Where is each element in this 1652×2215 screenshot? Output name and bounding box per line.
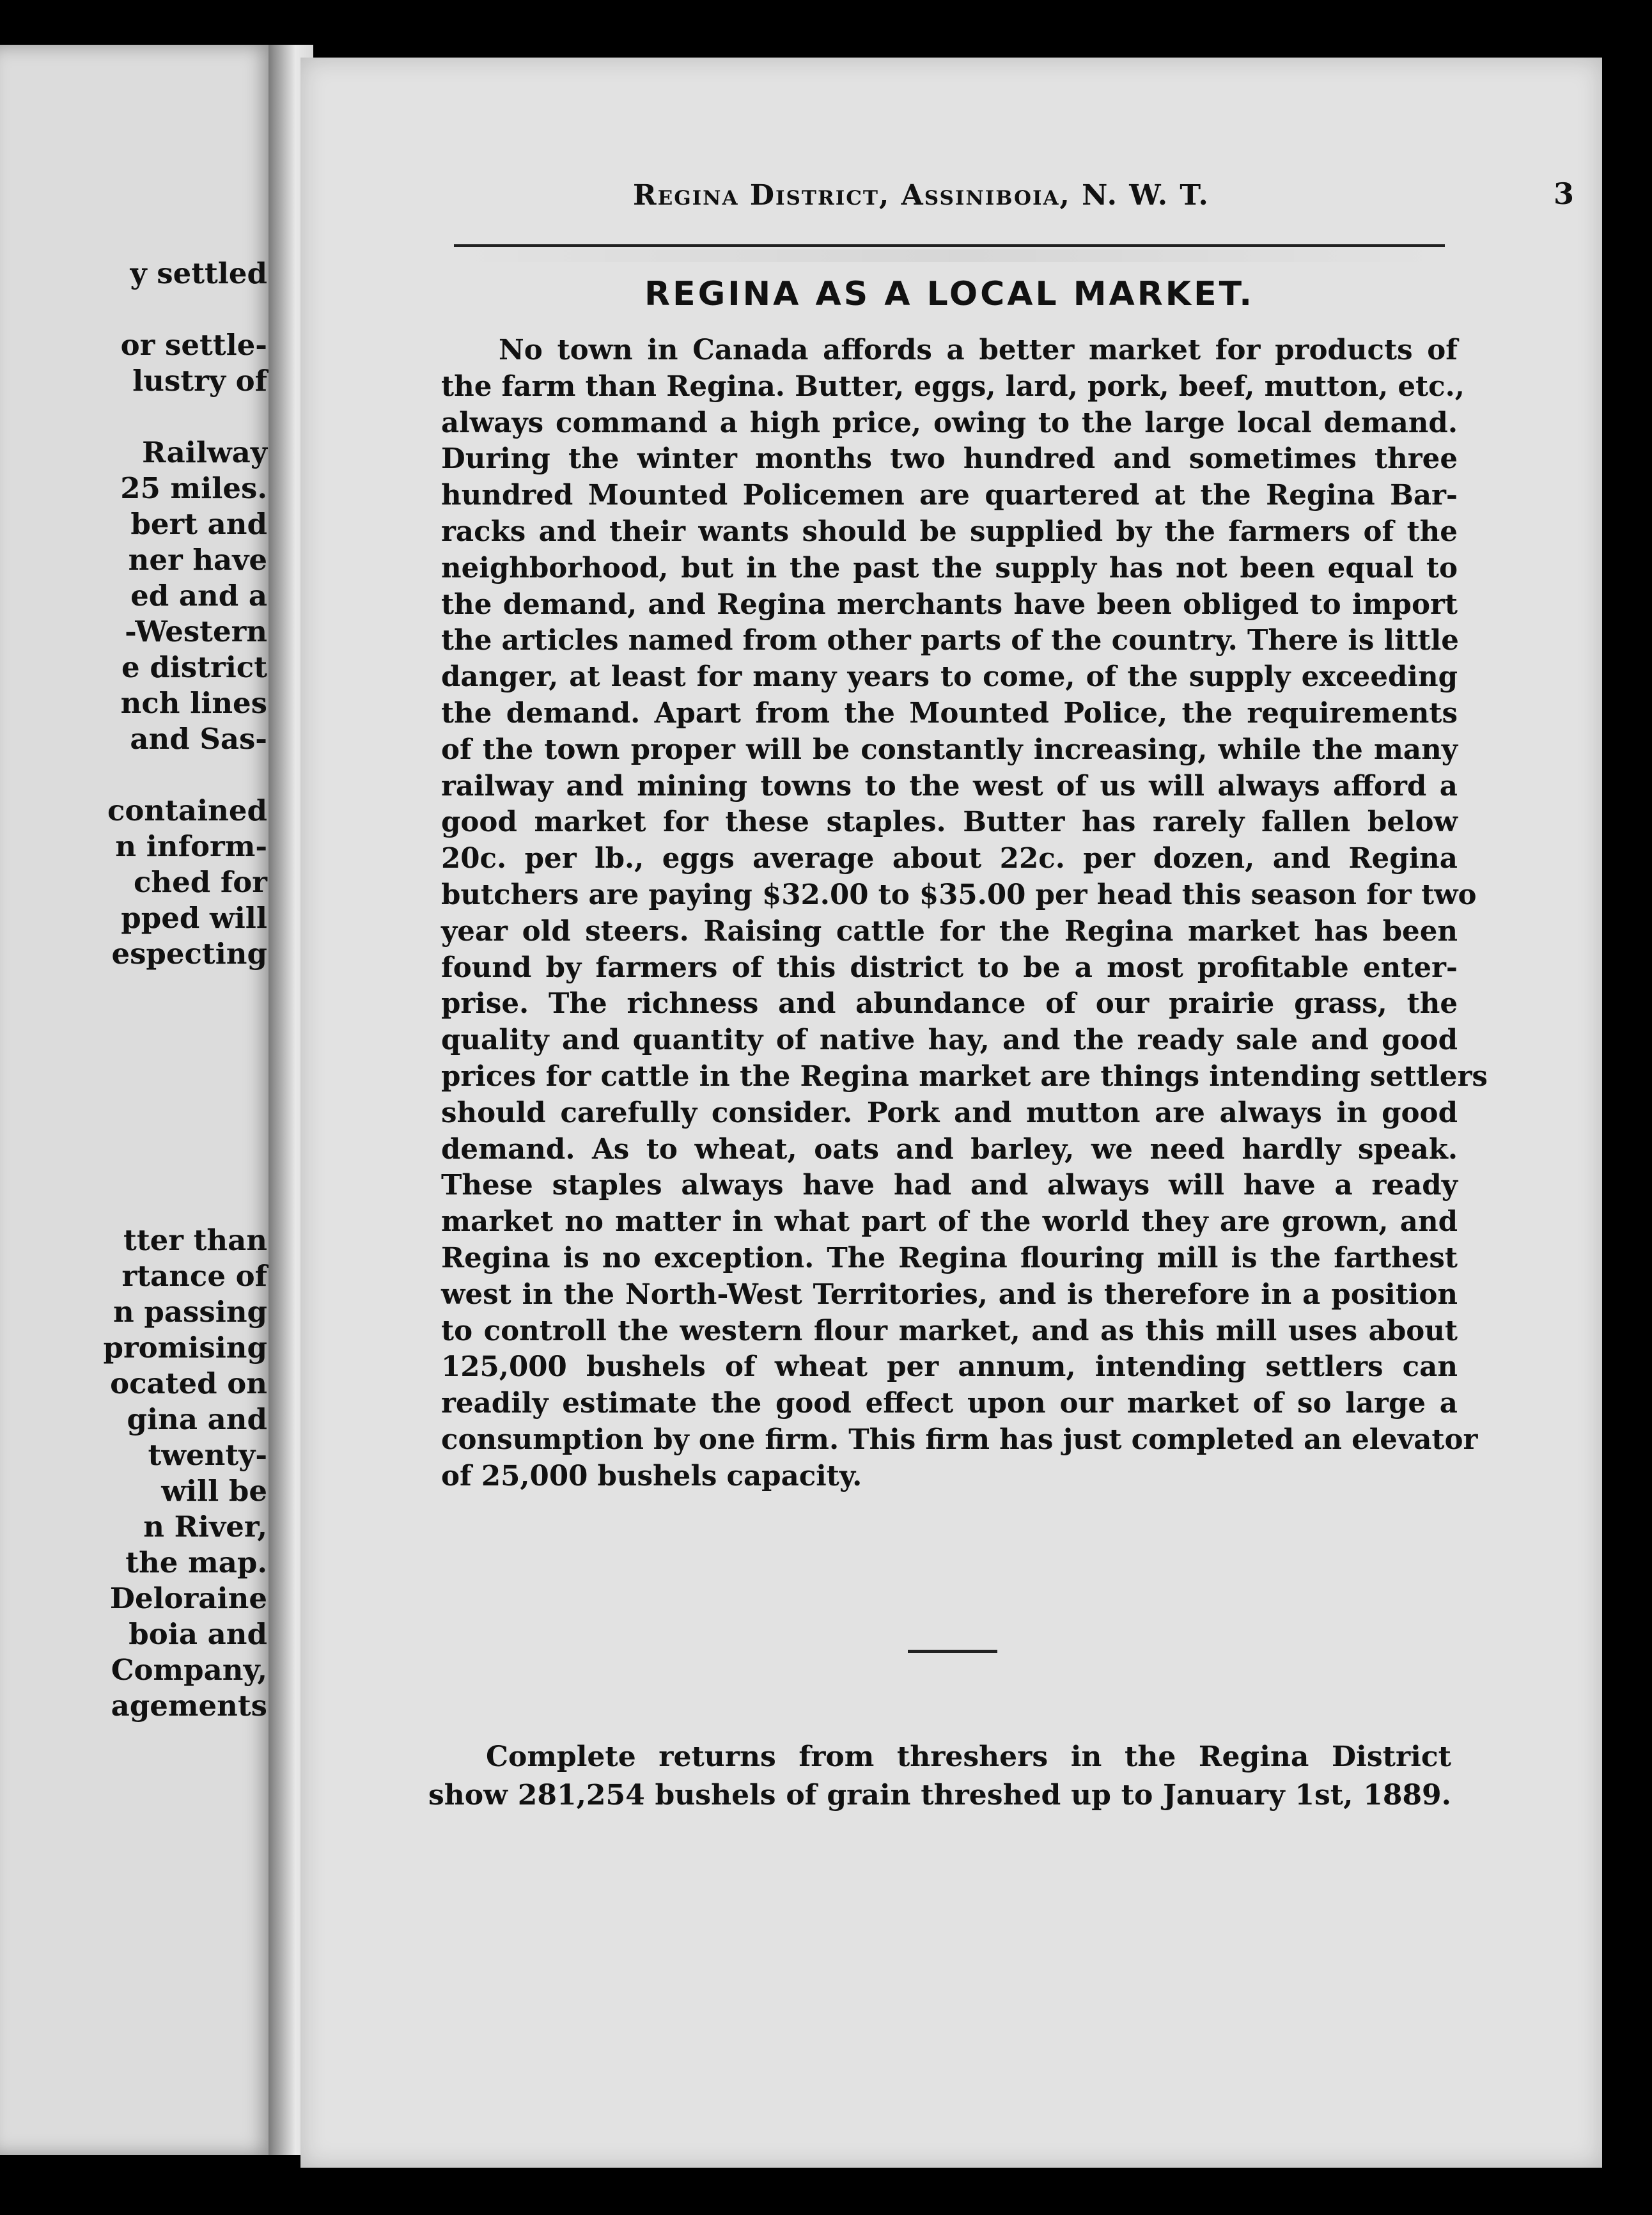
left-page-line: lustry of	[132, 364, 267, 398]
bleed-through	[454, 249, 1445, 262]
left-page	[0, 45, 275, 2155]
left-page-line: and Sas-	[130, 722, 267, 756]
threshing-returns-note	[428, 1738, 1451, 1815]
page-number: 3	[1554, 176, 1575, 211]
left-page-line: tter than	[123, 1223, 267, 1257]
left-page-line: will be	[161, 1474, 267, 1508]
section-divider	[908, 1650, 997, 1653]
left-page-line: boia and	[129, 1617, 267, 1651]
left-page-line: bert and	[130, 507, 267, 541]
left-page-line: y settled	[130, 256, 267, 290]
left-page-line: Railway	[142, 435, 267, 469]
article-line: west in the North-West Territories, and is therefore in a position	[441, 1278, 1458, 1311]
left-page-gap	[0, 1151, 267, 1187]
left-page-gap	[0, 1008, 267, 1044]
article-line: the demand. Apart from the Mounted Police, the requirements	[441, 696, 1458, 730]
left-page-line: Deloraine	[109, 1581, 267, 1615]
article-line: butchers are paying $32.00 to $35.00 per head this season for two	[441, 878, 1477, 911]
left-page-line: ed and a	[130, 579, 267, 613]
header-rule	[454, 244, 1445, 247]
left-page-line: twenty-	[148, 1438, 267, 1472]
left-page-line: e district	[121, 650, 267, 684]
left-page-line: Company,	[111, 1653, 267, 1687]
left-page-gap	[0, 399, 267, 435]
left-page-gap	[0, 972, 267, 1008]
article-line: consumption by one firm. This firm has just completed an elevator	[441, 1423, 1478, 1456]
article-line: of 25,000 bushels capacity.	[441, 1459, 862, 1492]
left-page-line: ocated on	[110, 1366, 267, 1400]
left-page-line: nch lines	[120, 686, 267, 720]
article-line: should carefully consider. Pork and mutton are always in good	[441, 1096, 1458, 1129]
left-page-line: the map.	[125, 1546, 267, 1579]
main-page	[300, 58, 1602, 2168]
article-line: No town in Canada affords a better market for products of	[499, 334, 1458, 366]
left-page-line: ched for	[134, 865, 267, 899]
article-line: to controll the western flour market, and as this mill uses about	[441, 1314, 1458, 1347]
article-line: always command a high price, owing to the large local demand.	[441, 406, 1458, 439]
left-page-line: agements	[111, 1689, 267, 1723]
article-line: readily estimate the good effect upon our market of so large a	[441, 1387, 1458, 1420]
running-head: Regina District, Assiniboia, N. W. T.	[633, 179, 1210, 212]
article-line: neighborhood, but in the past the supply has not been equal to	[441, 551, 1458, 584]
left-page-gap	[0, 1115, 267, 1151]
article-line: racks and their wants should be supplied by the farmers of the	[441, 515, 1458, 548]
left-page-line: pped will	[121, 901, 267, 935]
left-page-gap	[0, 1079, 267, 1115]
article-line: These staples always have had and always will have a ready	[441, 1169, 1458, 1202]
left-page-gap	[0, 1044, 267, 1079]
left-page-line: -Western	[125, 614, 267, 648]
left-page-line: n passing	[113, 1295, 267, 1329]
article-line: the farm than Regina. Butter, eggs, lard, pork, beef, mutton, etc.,	[441, 370, 1465, 403]
article-line: found by farmers of this district to be a most profitable enter-	[441, 951, 1458, 984]
footnote-line: Complete returns from threshers in the Regina District	[486, 1741, 1451, 1773]
footnote-line: show 281,254 bushels of grain threshed up to January 1st, 1889.	[428, 1779, 1451, 1812]
article-line: the demand, and Regina merchants have been obliged to import	[441, 588, 1458, 621]
article-line: quality and quantity of native hay, and the ready sale and good	[441, 1024, 1458, 1057]
article-line: year old steers. Raising cattle for the Regina market has been	[441, 914, 1458, 948]
left-page-line: promising	[103, 1331, 267, 1365]
left-page-text	[0, 256, 267, 1724]
article-line: of the town proper will be constantly increasing, while the many	[441, 733, 1458, 766]
left-page-line: contained	[107, 794, 267, 827]
left-page-gap	[0, 757, 267, 793]
left-page-line: n inform-	[115, 829, 267, 863]
left-page-line: ner have	[128, 543, 267, 577]
article-line: prise. The richness and abundance of our prairie grass, the	[441, 987, 1458, 1021]
article-line: railway and mining towns to the west of us will always afford a	[441, 769, 1458, 802]
article-line: the articles named from other parts of the country. There is little	[441, 624, 1459, 657]
article-line: During the winter months two hundred and sometimes three	[441, 442, 1458, 476]
article-line: hundred Mounted Policemen are quartered at the Regina Bar-	[441, 479, 1458, 512]
article-line: good market for these staples. Butter has rarely fallen below	[441, 806, 1458, 839]
left-page-gap	[0, 292, 267, 327]
article-line: 125,000 bushels of wheat per annum, intending settlers can	[441, 1350, 1458, 1384]
article-line: market no matter in what part of the world they are grown, and	[441, 1205, 1458, 1239]
article-line: 20c. per lb., eggs average about 22c. per dozen, and Regina	[441, 842, 1458, 875]
left-page-line: n River,	[143, 1510, 267, 1544]
left-page-line: rtance of	[121, 1259, 267, 1293]
left-page-gap	[0, 1187, 267, 1223]
article-title: REGINA AS A LOCAL MARKET.	[644, 275, 1254, 313]
article-line: danger, at least for many years to come, of the supply exceeding	[441, 661, 1458, 694]
article-line: Regina is no exception. The Regina flouring mill is the farthest	[441, 1241, 1458, 1274]
left-page-line: or settle-	[120, 328, 267, 362]
article-line: prices for cattle in the Regina market are things intending settlers	[441, 1060, 1488, 1093]
article-body	[441, 333, 1488, 1495]
left-page-line: 25 miles.	[120, 471, 267, 505]
left-page-line: especting	[111, 937, 267, 971]
article-line: demand. As to wheat, oats and barley, we need hardly speak.	[441, 1132, 1458, 1166]
left-page-line: gina and	[127, 1402, 267, 1436]
